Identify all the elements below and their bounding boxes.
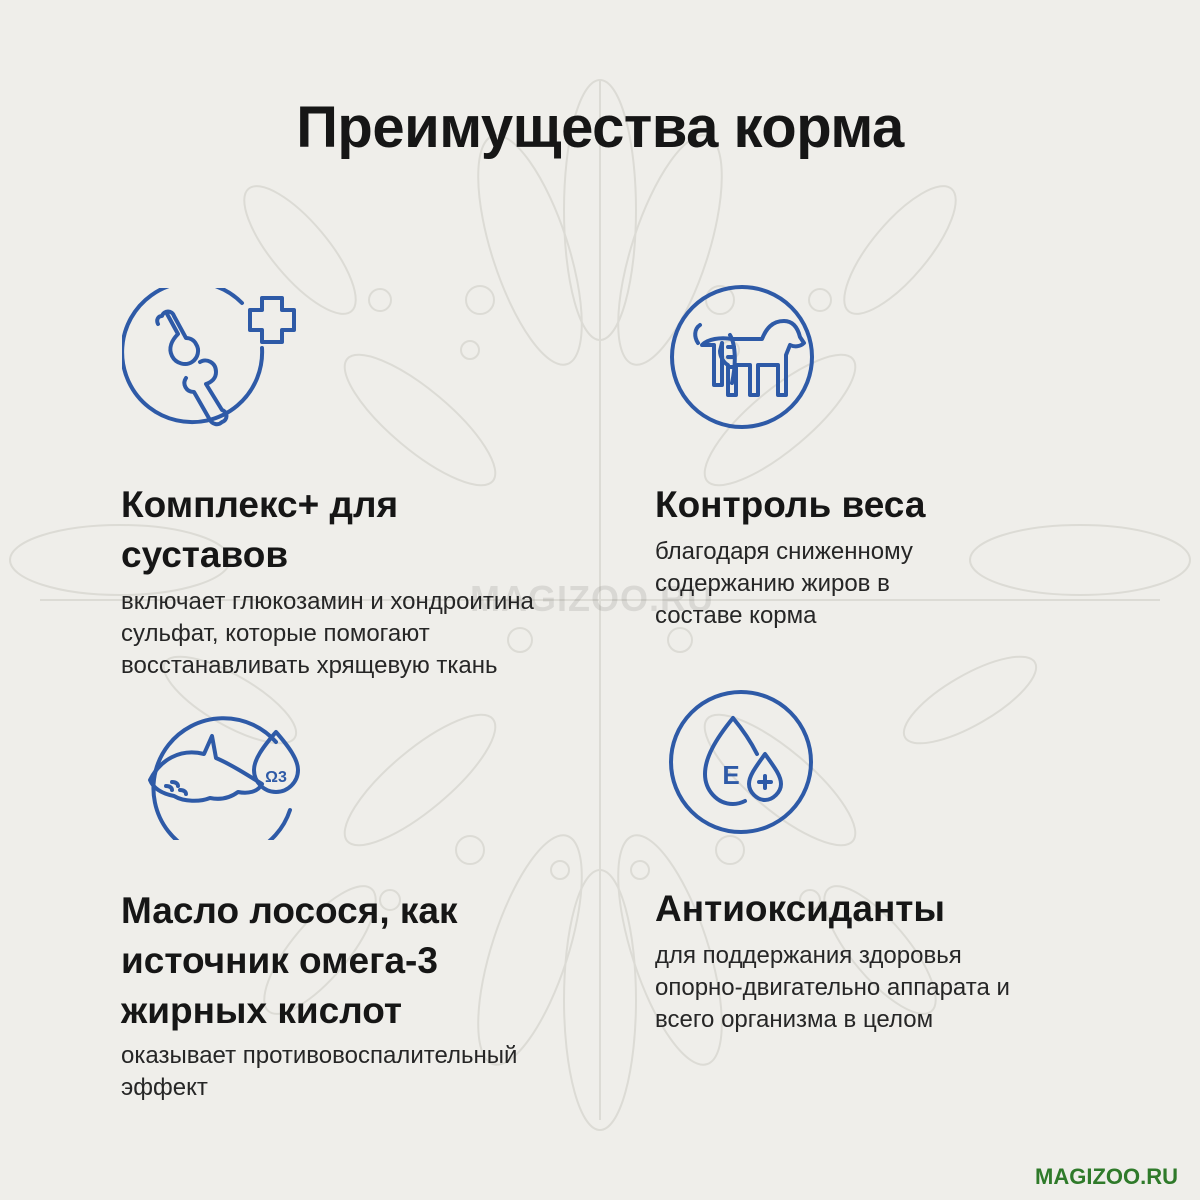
benefit-heading-antioxidants: Антиоксиданты (655, 888, 946, 929)
omega3-label: Ω3 (265, 769, 287, 786)
vitamin-e-label: E (722, 760, 740, 790)
benefit-desc-salmon: оказывает противовоспалительный эффект (121, 1042, 518, 1101)
benefit-heading-weight: Контроль веса (655, 484, 926, 525)
dog-measure-icon (668, 283, 816, 431)
page-title: Преимущества корма (296, 95, 904, 160)
vitamin-e-drop-icon (667, 688, 815, 836)
salmon-omega3-icon (130, 690, 310, 840)
benefit-desc-antioxidants: для поддержания здоровья опорно-двигательно аппарата и всего организма в целом (655, 942, 1010, 1033)
benefit-desc-joints: включает глюкозамин и хондроитина сульфат, которые помогают восстанавливать хрящевую ткань (121, 588, 534, 679)
benefit-heading-joints: Комплекс+ для суставов (121, 484, 399, 575)
watermark: MAGIZOO.RU (470, 578, 714, 619)
joint-plus-icon (122, 288, 298, 438)
benefit-heading-salmon: Масло лосося, как источник омега-3 жирных кислот (121, 890, 458, 1031)
benefit-desc-weight: благодаря сниженному содержанию жиров в составе корма (655, 538, 913, 629)
brand-logo-text[interactable]: MAGIZOO.RU (1035, 1164, 1178, 1189)
